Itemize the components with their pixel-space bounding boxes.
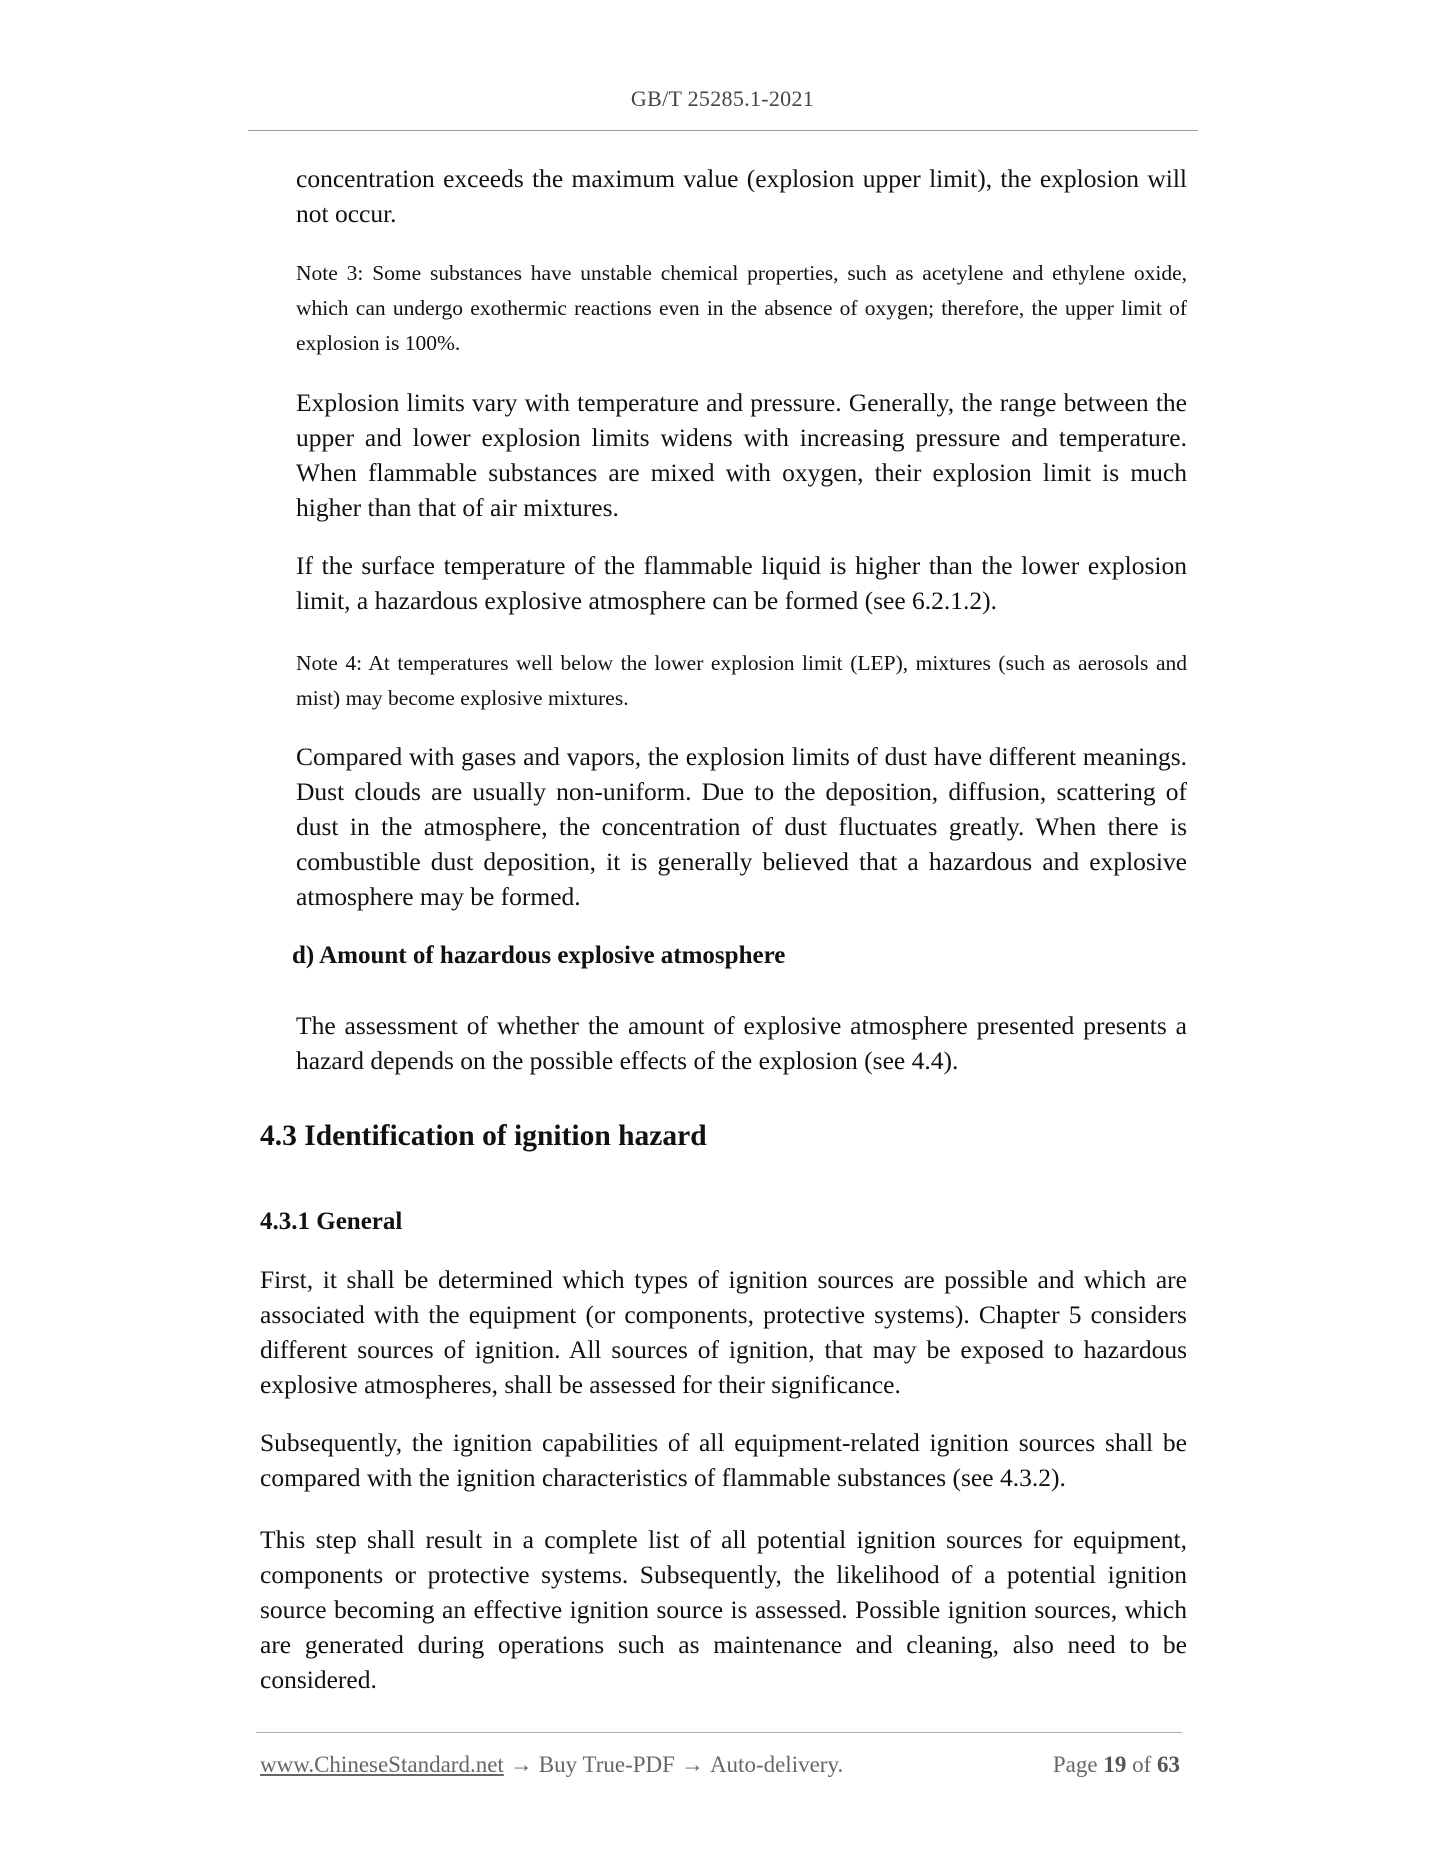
buy-true-pdf-text: Buy True-PDF — [538, 1752, 675, 1777]
paragraph-potential-ignition-list: This step shall result in a complete list of all potential ignition sources for equipment, components or protective systems. Subsequently, the likelihood of a potential ignition source becoming an effective ignition source is assessed. Possible ignition sources, which are generated during operations such as maintenance and cleaning, also need to be considered. — [260, 1525, 1187, 1694]
auto-delivery-text: Auto-delivery. — [709, 1752, 844, 1777]
paragraph-explosion-limits-vary: Explosion limits vary with temperature and pressure. Generally, the range between the upper and lower explosion limits widens with increasing pressure and temperature. When flammable substances are mixed with oxygen, their explosion limit is much higher than that of air mixtures. — [296, 388, 1187, 522]
total-page-count: 63 — [1157, 1752, 1180, 1777]
page-footer — [260, 1752, 1180, 1788]
paragraph-surface-temperature: If the surface temperature of the flammable liquid is higher than the lower explosion limit, a hazardous explosive atmosphere can be formed (see 6.2.1.2). — [296, 551, 1187, 615]
of-label: of — [1132, 1752, 1152, 1777]
page-indicator — [1053, 1752, 1180, 1778]
note-4: Note 4: At temperatures well below the lower explosion limit (LEP), mixtures (such as aerosols and mist) may become explosive mixtures. — [296, 651, 1187, 710]
paragraph-explosion-upper-limit: concentration exceeds the maximum value (explosion upper limit), the explosion will not occur. — [296, 164, 1187, 228]
section-heading-4-3-1: 4.3.1 General — [260, 1208, 403, 1235]
paragraph-dust-explosion-limits: Compared with gases and vapors, the explosion limits of dust have different meanings. Dust clouds are usually non-uniform. Due to the deposition, diffusion, scattering of dust in the atmosphere, the concentration of dust fluctuates greatly. When there is combustible dust deposition, it is generally believed that a hazardous and explosive atmosphere may be formed. — [296, 742, 1187, 911]
footer-promo — [260, 1752, 843, 1778]
header-divider — [248, 130, 1198, 131]
subheading-amount-hazardous-atmosphere: d) Amount of hazardous explosive atmosphere — [292, 942, 786, 969]
note-3: Note 3: Some substances have unstable chemical properties, such as acetylene and ethylene oxide, which can undergo exothermic reactions even in the absence of oxygen; therefore, the upper limit of explosion is 100%. — [296, 261, 1187, 355]
paragraph-assessment-amount: The assessment of whether the amount of explosive atmosphere presented presents a hazard depends on the possible effects of the explosion (see 4.4). — [296, 1011, 1187, 1075]
section-heading-4-3: 4.3 Identification of ignition hazard — [260, 1120, 707, 1152]
arrow-right-icon: → — [509, 1752, 533, 1777]
document-header-title: GB/T 25285.1-2021 — [630, 86, 815, 111]
arrow-right-icon: → — [680, 1752, 704, 1777]
paragraph-ignition-capabilities: Subsequently, the ignition capabilities of all equipment-related ignition sources shall be compared with the ignition characteristics of flammable substances (see 4.3.2). — [260, 1428, 1187, 1492]
page-label: Page — [1052, 1752, 1098, 1777]
footer-divider — [256, 1732, 1182, 1733]
current-page-number: 19 — [1103, 1752, 1127, 1777]
paragraph-ignition-sources-general: First, it shall be determined which types of ignition sources are possible and which are associated with the equipment (or components, protective systems). Chapter 5 considers different sources of ignition. All sources of ignition, that may be exposed to hazardous explosive atmospheres, shall be assessed for their significance. — [260, 1265, 1187, 1399]
chinesestandard-link[interactable]: www.ChineseStandard.net — [260, 1752, 504, 1777]
